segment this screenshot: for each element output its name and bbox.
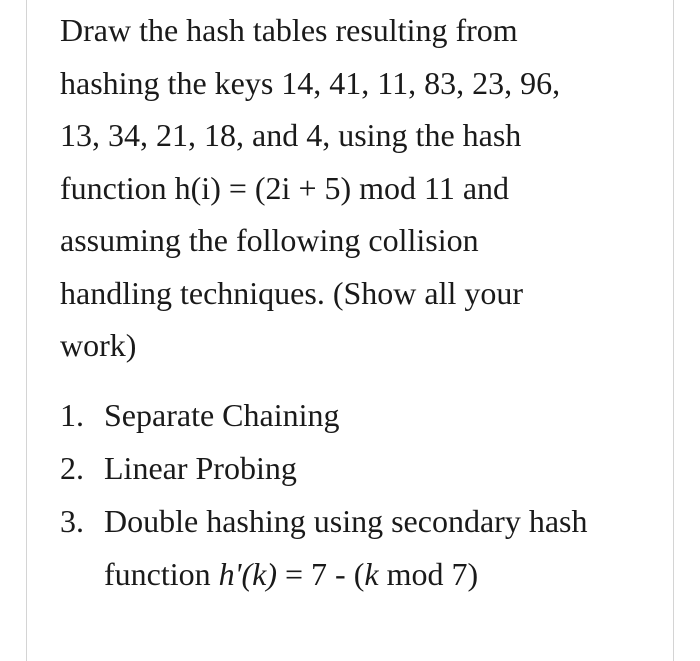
question-line: 13, 34, 21, 18, and 4, using the hash — [60, 117, 522, 153]
list-text: Linear Probing — [104, 450, 297, 486]
formula-function: h'(k) — [218, 556, 277, 592]
question-line: handling techniques. (Show all your — [60, 274, 524, 311]
list-item — [60, 389, 660, 442]
question-line: hashing the keys 14, 41, 11, 83, 23, 96, — [60, 64, 561, 101]
question-line: assuming the following collision — [60, 222, 479, 258]
question-text — [60, 4, 640, 372]
formula-variable: k — [364, 556, 379, 592]
formula-prefix: function — [104, 556, 219, 592]
list-item — [60, 495, 660, 601]
question-line: work) — [60, 327, 137, 363]
list-text-continuation — [104, 548, 660, 601]
list-text: Double hashing using secondary hash — [104, 503, 588, 539]
list-number: 2. — [60, 450, 84, 486]
question-line: function h(i) = (2i + 5) mod 11 and — [60, 169, 510, 206]
list-number: 3. — [60, 503, 84, 539]
list-number: 1. — [60, 397, 84, 433]
list-item — [60, 442, 660, 495]
parts-list — [60, 389, 660, 601]
question-line: Draw the hash tables resulting from — [60, 12, 518, 48]
formula-suffix: mod 7) — [378, 556, 479, 592]
formula-mid: = 7 - ( — [277, 556, 365, 592]
list-text: Separate Chaining — [104, 397, 340, 433]
